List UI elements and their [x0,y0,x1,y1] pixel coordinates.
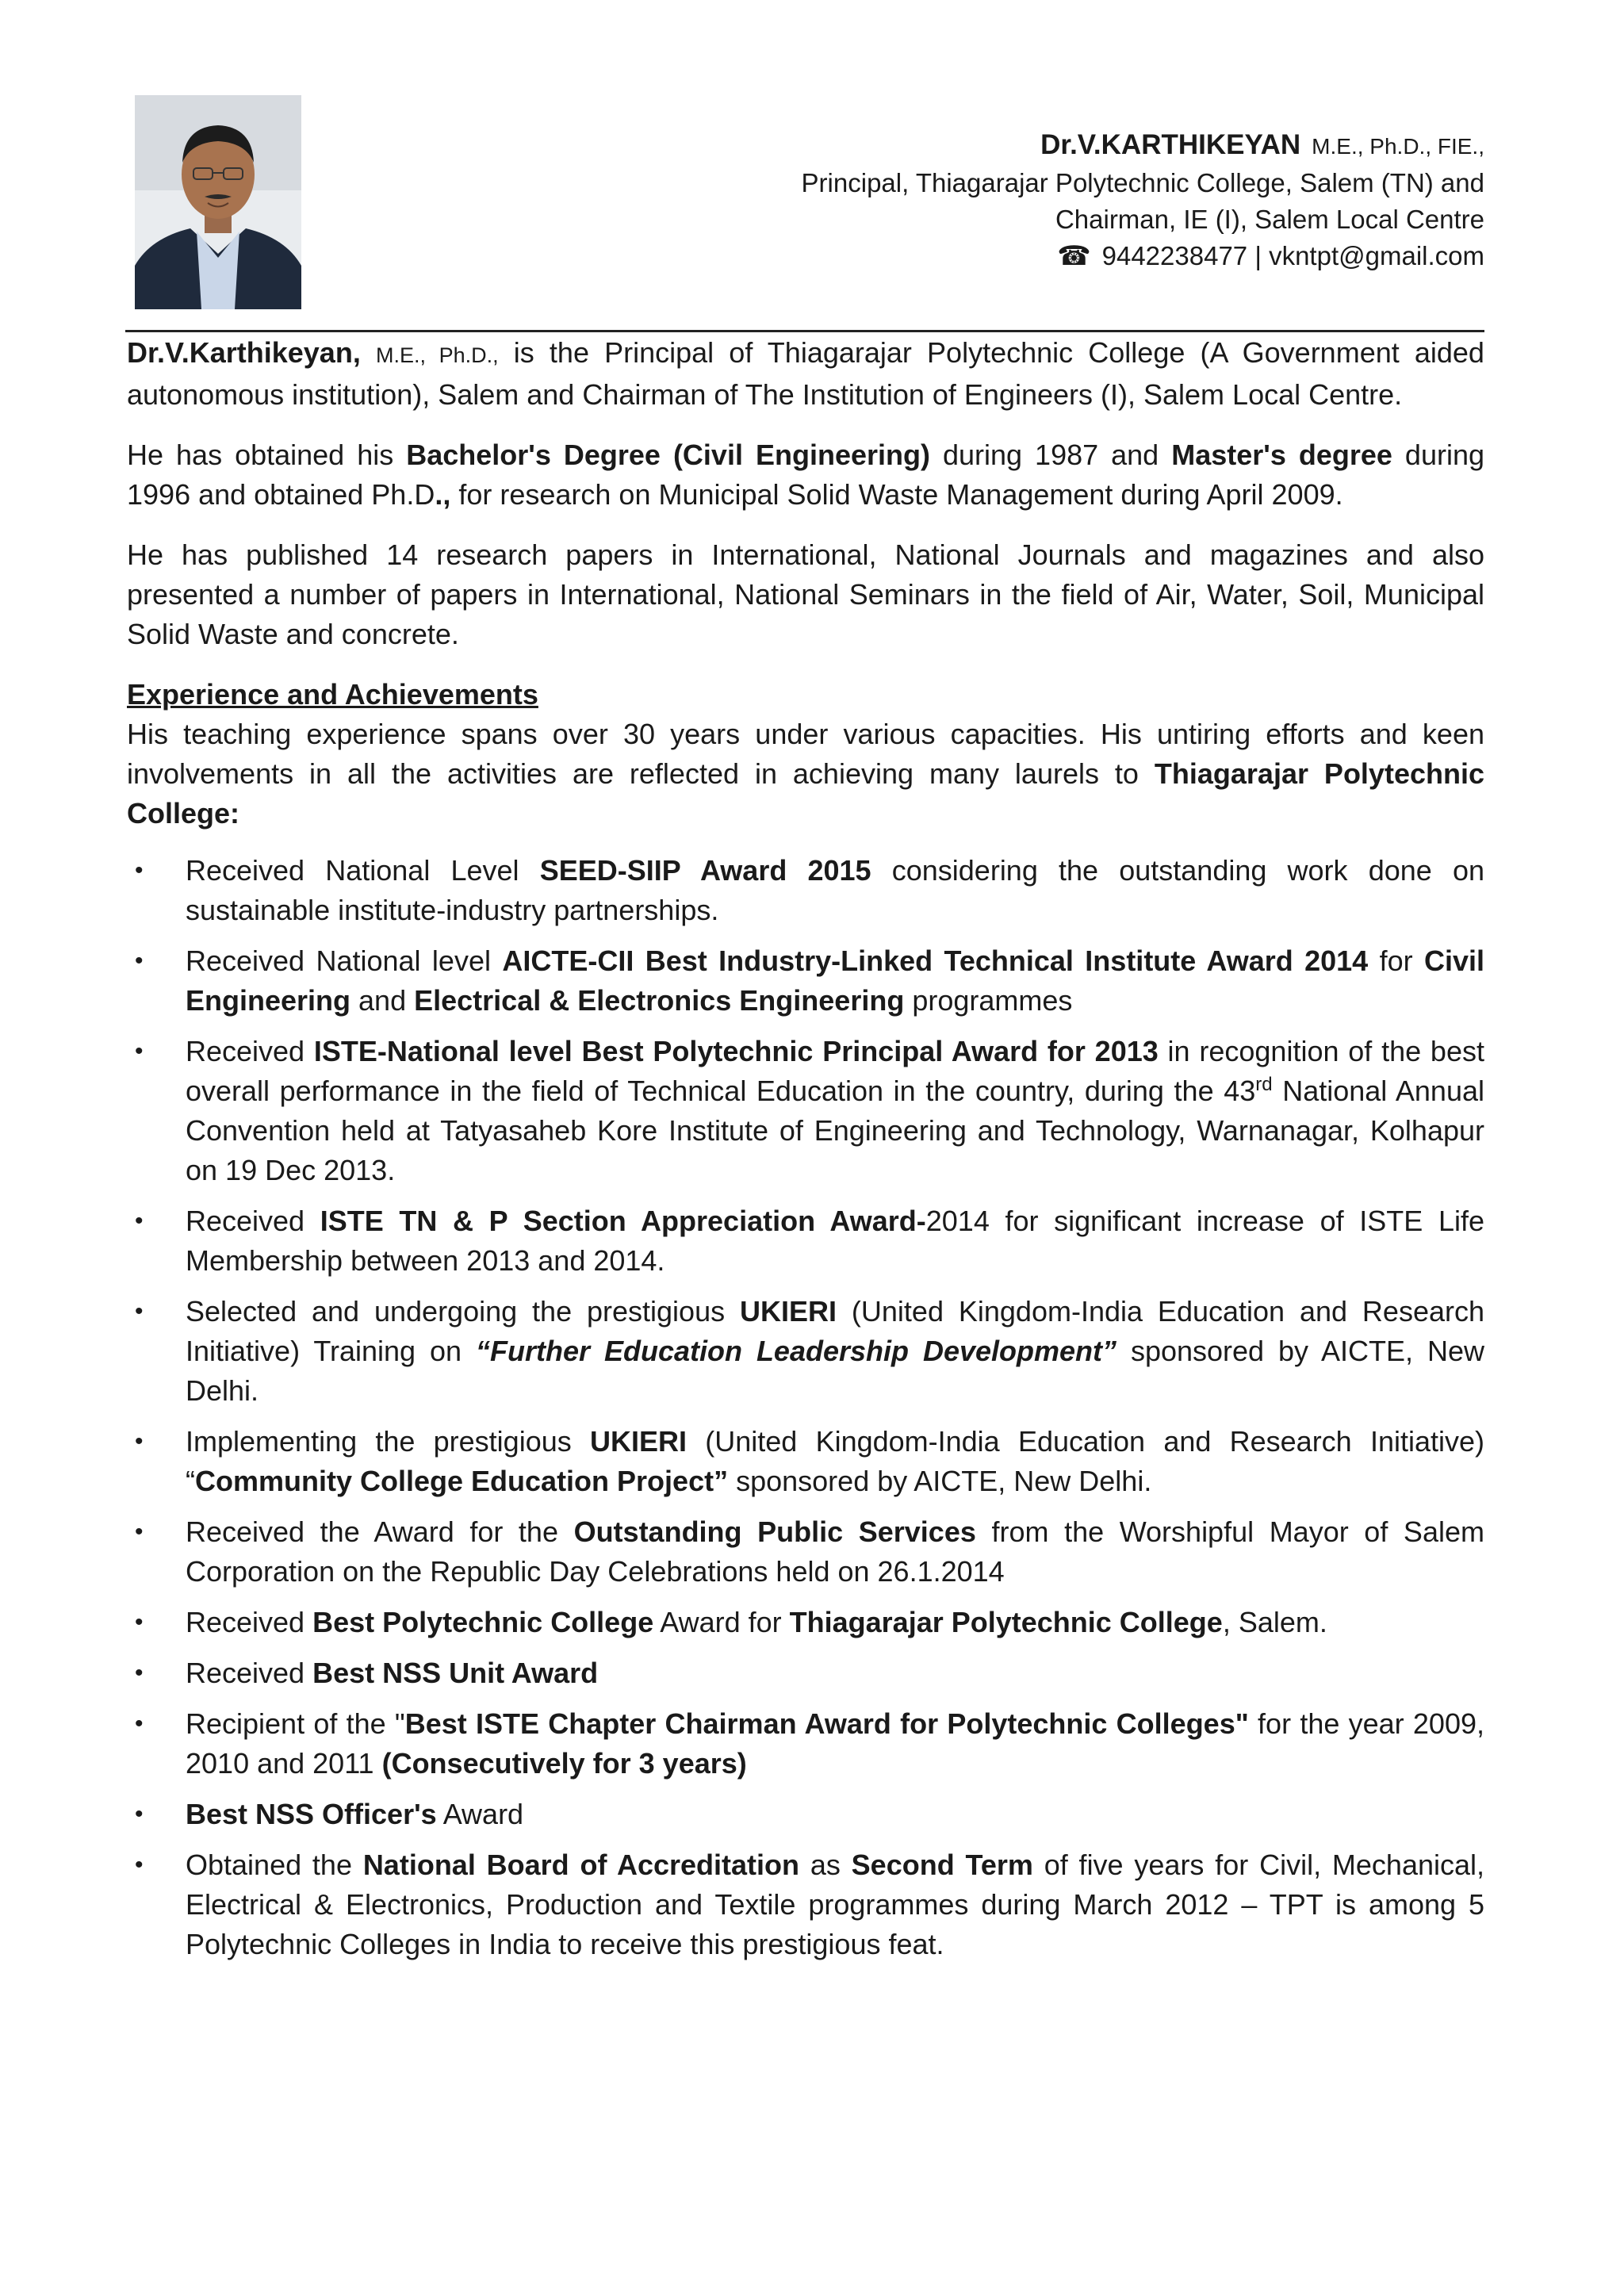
main-content [127,333,1484,1975]
achievements-list [127,851,1484,1964]
bullet-icon: • [135,1428,144,1454]
header-name-line [802,127,1484,165]
list-item: • Best NSS Officer's Award [127,1795,1484,1834]
header-qualifications: M.E., Ph.D., FIE., [1312,134,1484,159]
experience-college: Thiagarajar Polytechnic College: [127,757,1484,829]
experience-text: His teaching experience spans over 30 years under various capacities. His untiring efforts and keen involvements in all the activities are reflected in achieving many laurels to [127,718,1484,790]
header-designation-line1: Principal, Thiagarajar Polytechnic College, Salem (TN) and [801,168,1484,197]
education-text-4: for research on Municipal Solid Waste Management during April 2009. [450,478,1343,511]
header-name: Dr.V.KARTHIKEYAN [1040,129,1301,160]
education-masters: Master's degree [1171,439,1392,471]
education-punct: ., [435,478,451,511]
header-phone: 9442238477 [1101,241,1248,270]
header-divider [125,330,1484,332]
bullet-icon: • [135,1609,144,1635]
intro-name: Dr.V.Karthikeyan, [127,336,361,369]
list-item: • Received Best Polytechnic College Award for Thiagarajar Polytechnic College, Salem. [127,1603,1484,1642]
list-item: • Received Best NSS Unit Award [127,1653,1484,1693]
research-paragraph: He has published 14 research papers in International, National Journals and magazines and also presented a number of papers in International, National Seminars in the field of Air, Water, Soil, Municipal Solid Waste and concrete. [127,538,1484,650]
bullet-icon: • [135,1660,144,1686]
list-item: • Received ISTE TN & P Section Appreciation Award-2014 for significant increase of ISTE Life Membership between 2013 and 2014. [127,1201,1484,1281]
portrait-image [135,95,301,309]
list-item: • Implementing the prestigious UKIERI (United Kingdom-India Education and Research Initiative) “Community College Education Project” sponsored by AICTE, New Delhi. [127,1422,1484,1501]
education-text-1: He has obtained his [127,439,407,471]
education-text-2: during 1987 and [929,439,1172,471]
header-contact-block [802,127,1484,274]
bullet-icon: • [135,948,144,974]
bullet-icon: • [135,1519,144,1545]
bullet-icon: • [135,857,144,883]
experience-paragraph [127,715,1484,833]
list-item: • Received ISTE-National level Best Polytechnic Principal Award for 2013 in recognition of the best overall performance in the field of Technical Education in the country, during the 43rd National Annual Convention held at Tatyasaheb Kore Institute of Engineering and Technology, Warnanagar, Kolhapur on 19 Dec 2013. [127,1032,1484,1190]
education-paragraph [127,435,1484,515]
profile-photo [135,95,301,309]
list-item: • Received the Award for the Outstanding Public Services from the Worshipful Mayor of Salem Corporation on the Republic Day Celebrations held on 26.1.2014 [127,1512,1484,1592]
education-bachelors: Bachelor's Degree (Civil Engineering) [406,439,930,471]
list-item: • Received National Level SEED-SIIP Award 2015 considering the outstanding work done on sustainable institute-industry partnerships. [127,851,1484,930]
header-email: vkntpt@gmail.com [1269,241,1484,270]
bullet-icon: • [135,1298,144,1324]
header-contact-line [802,238,1484,274]
intro-text: is the Principal of Thiagarajar Polytechnic College (A Government aided autonomous institution), Salem and Chairman of The Institution of Engineers (I), Salem Local Centre. [127,336,1484,411]
bullet-icon: • [135,1208,144,1234]
bullet-icon: • [135,1711,144,1737]
list-item: • Selected and undergoing the prestigious UKIERI (United Kingdom-India Education and Research Initiative) Training on “Further Education Leadership Development” sponsored by AICTE, New Delhi. [127,1292,1484,1411]
intro-paragraph [127,333,1484,415]
header-designation-line2: Chairman, IE (I), Salem Local Centre [1055,205,1484,234]
list-item: • Recipient of the "Best ISTE Chapter Chairman Award for Polytechnic Colleges" for the year 2009, 2010 and 2011 (Consecutively for 3 years) [127,1704,1484,1784]
phone-icon: ☎ [1057,241,1091,271]
list-item: • Obtained the National Board of Accreditation as Second Term of five years for Civil, Mechanical, Electrical & Electronics, Production and Textile programmes during March 2012 – TPT is among 5 Polytechnic Colleges in India to receive this prestigious feat. [127,1845,1484,1964]
experience-heading: Experience and Achievements [127,678,538,711]
header-separator: | [1254,241,1262,270]
bullet-icon: • [135,1852,144,1878]
bullet-icon: • [135,1801,144,1827]
list-item: • Received National level AICTE-CII Best Industry-Linked Technical Institute Award 2014 for Civil Engineering and Electrical & Electronics Engineering programmes [127,941,1484,1021]
intro-qualifications: M.E., Ph.D., [375,343,499,367]
bullet-icon: • [135,1038,144,1064]
education-text-3: during 1996 and obtained Ph.D [127,439,1484,511]
